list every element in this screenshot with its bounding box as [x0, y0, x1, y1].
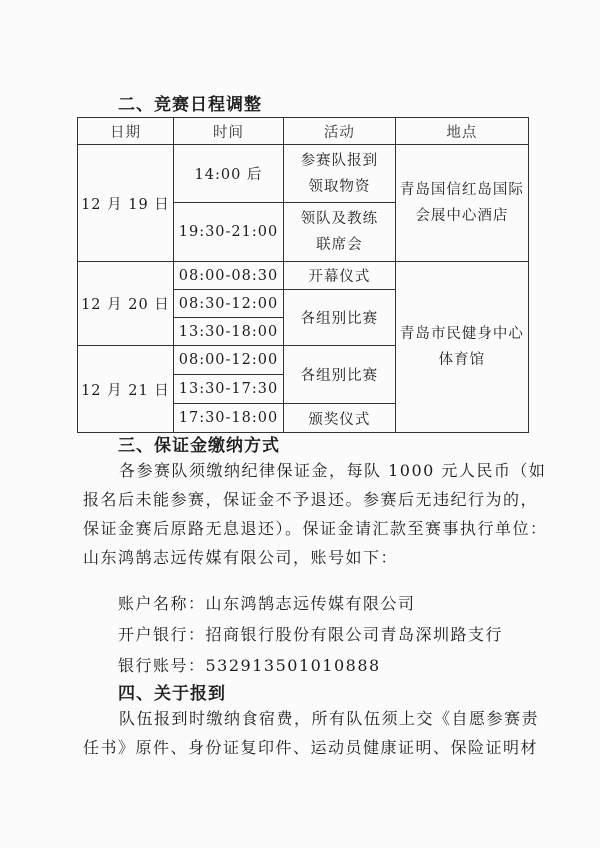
location-cell: [395, 145, 528, 262]
section-4-heading: 四、关于报到: [118, 684, 226, 704]
header-date: 日期: [78, 118, 174, 145]
header-location: 地点: [395, 118, 528, 145]
schedule-table: [77, 117, 529, 433]
table-row: [78, 262, 529, 290]
paragraph-line: 队伍报到时缴纳食宿费，所有队伍须上交《自愿参赛责: [119, 709, 540, 728]
location-line: 会展中心酒店: [415, 208, 509, 224]
activity-cell: 各组别比赛: [284, 346, 396, 404]
date-cell: 12 月 21 日: [78, 346, 174, 433]
location-cell: [395, 262, 528, 433]
date-cell: 12 月 20 日: [78, 262, 174, 346]
activity-cell: 颁奖仪式: [284, 404, 396, 433]
time-cell: 19:30-21:00: [173, 203, 283, 262]
activity-cell: 开幕仪式: [284, 262, 396, 290]
activity-cell: [284, 203, 396, 262]
section-2-heading: 二、竞赛日程调整: [118, 95, 262, 115]
bank-line: 开户银行：招商银行股份有限公司青岛深圳路支行: [118, 625, 504, 644]
time-cell: 08:00-08:30: [173, 262, 283, 290]
paragraph-line: 各参赛队须缴纳纪律保证金，每队 1000 元人民币（如: [119, 461, 547, 480]
location-line: 青岛国信红岛国际: [399, 182, 524, 198]
activity-line: 参赛队报到: [300, 152, 379, 169]
table-row: [78, 145, 529, 203]
registration-paragraph: [83, 704, 540, 762]
location-line: 体育馆: [438, 352, 486, 368]
paragraph-line: 报名后未能参赛，保证金不予退还。参赛后无违纪行为的，: [83, 490, 539, 509]
activity-line: 领队及教练: [300, 211, 379, 227]
header-time: 时间: [173, 118, 283, 145]
activity-line: 领取物资: [308, 178, 371, 195]
activity-line: 联席会: [316, 237, 363, 253]
location-line: 青岛市民健身中心: [399, 326, 524, 342]
time-cell: 08:00-12:00: [173, 346, 283, 375]
paragraph-line: 任书》原件、身份证复印件、运动员健康证明、保险证明材: [83, 738, 539, 757]
activity-cell: 各组别比赛: [284, 290, 396, 346]
time-cell: 08:30-12:00: [173, 290, 283, 318]
time-cell: 17:30-18:00: [173, 404, 283, 433]
table-header-row: [78, 118, 529, 145]
header-activity: 活动: [284, 118, 396, 145]
account-number-line: 银行账号：532913501010888: [118, 656, 381, 675]
time-cell: 14:00 后: [173, 145, 283, 203]
activity-cell: [284, 145, 396, 203]
section-3-heading: 三、保证金缴纳方式: [118, 436, 280, 456]
paragraph-line: 山东鸿鹄志远传媒有限公司，账号如下：: [83, 548, 399, 567]
date-cell: 12 月 19 日: [78, 145, 174, 262]
time-cell: 13:30-18:00: [173, 318, 283, 346]
account-name-line: 账户名称：山东鸿鹄志远传媒有限公司: [118, 594, 416, 613]
time-cell: 13:30-17:30: [173, 375, 283, 404]
deposit-paragraph: [83, 456, 548, 572]
paragraph-line: 保证金赛后原路无息退还）。保证金请汇款至赛事执行单位：: [83, 519, 548, 538]
